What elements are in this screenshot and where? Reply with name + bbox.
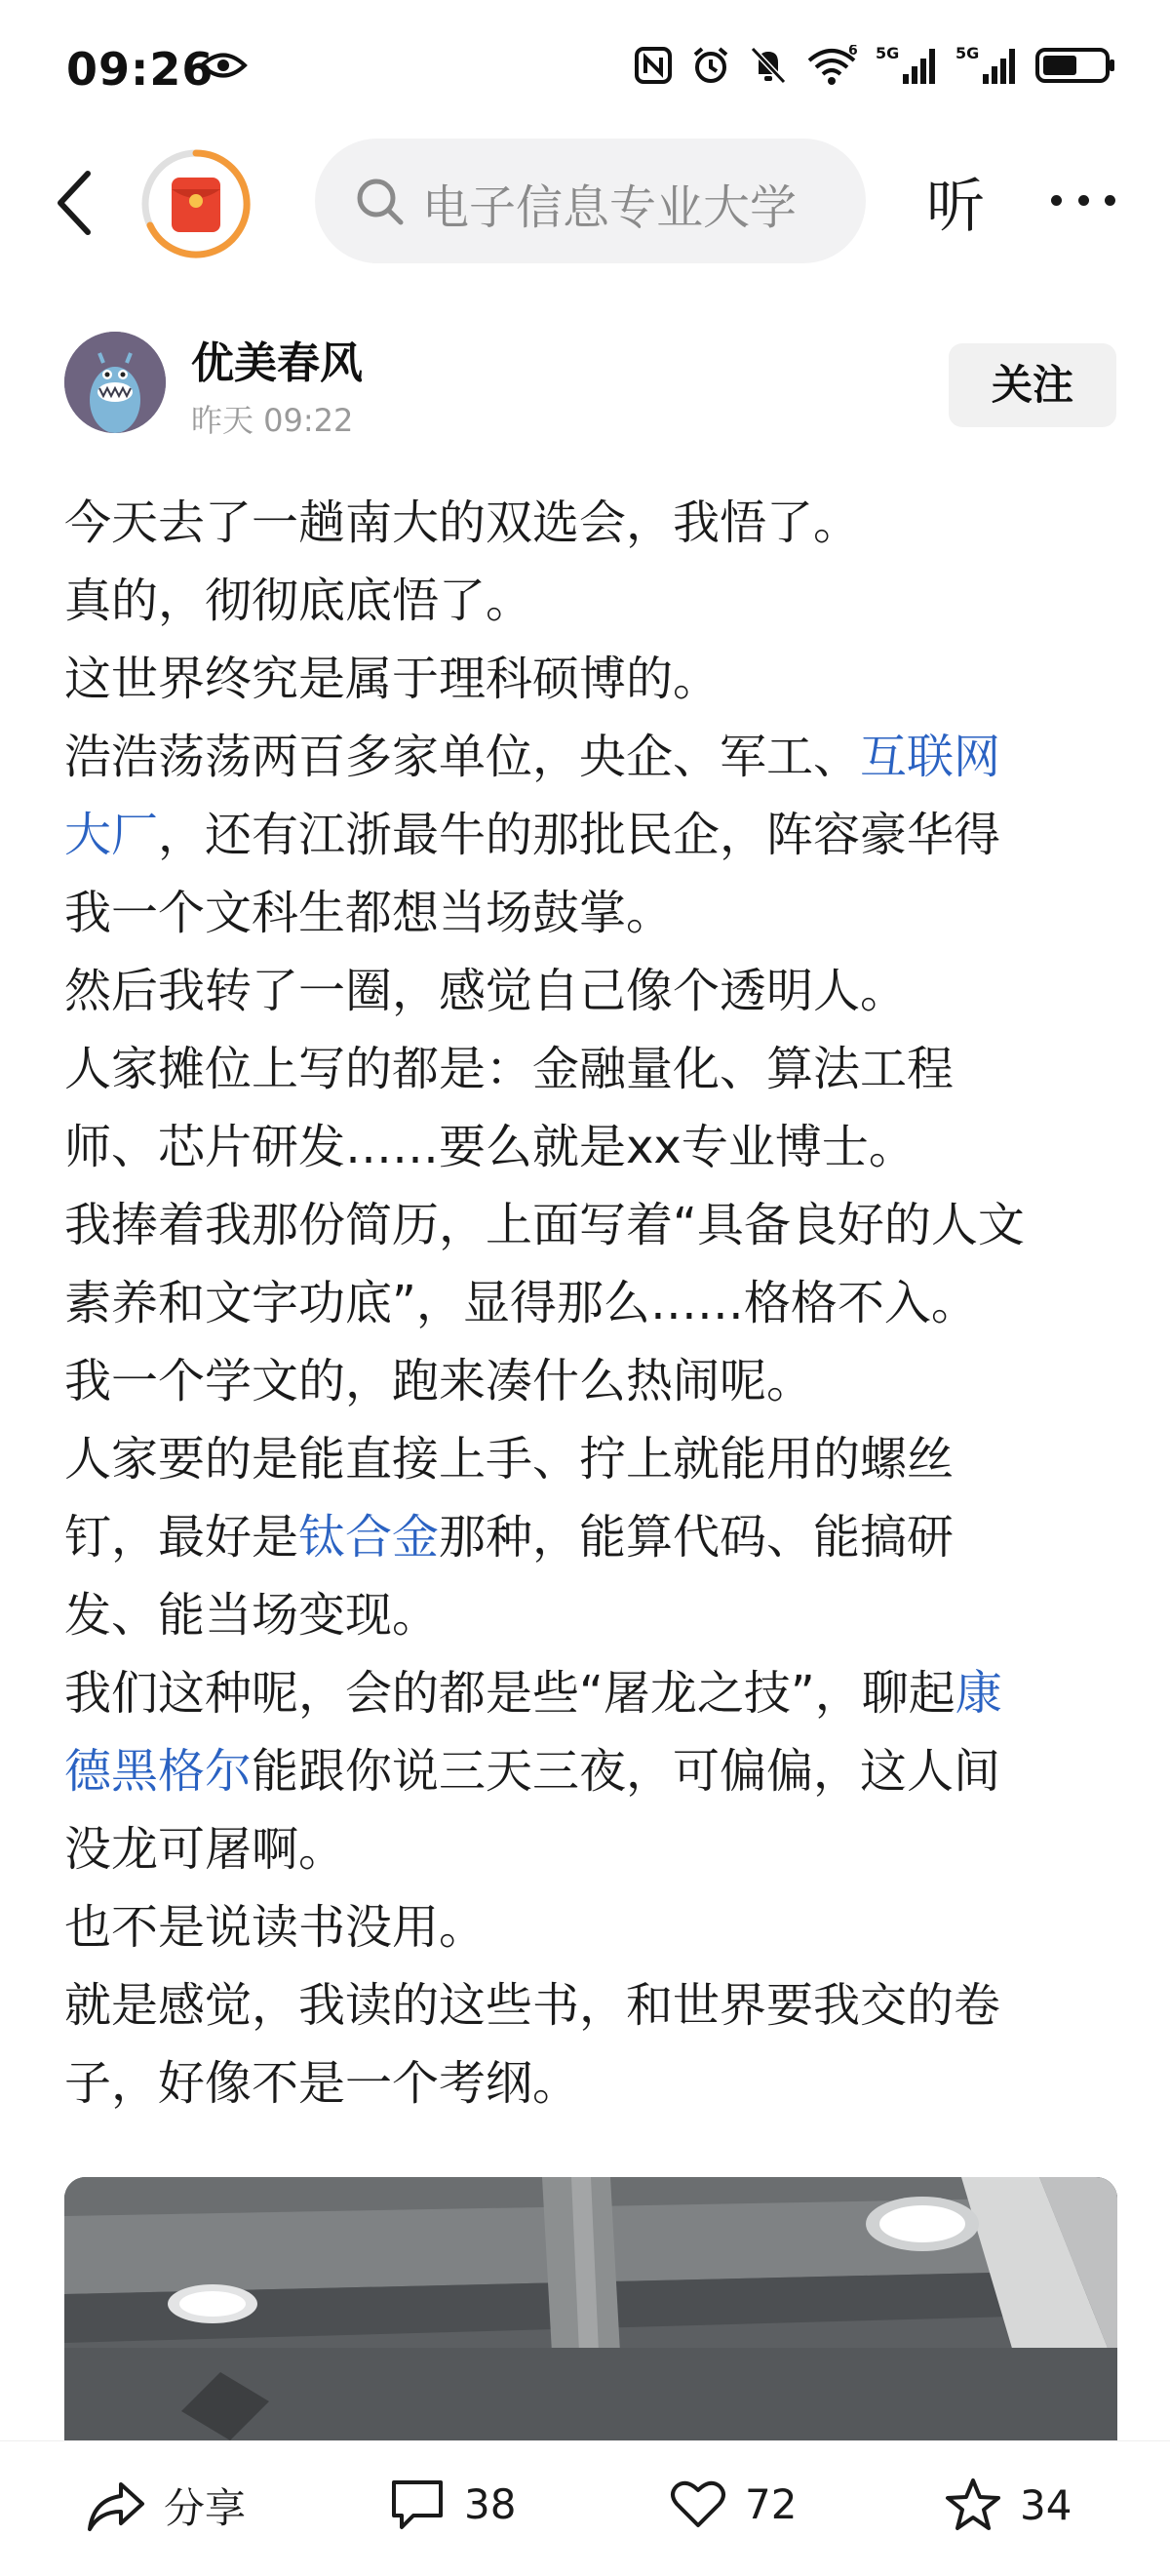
article-line [64, 1498, 1127, 1576]
article-line [64, 1186, 1127, 1264]
heart-icon [669, 2477, 727, 2531]
article-line [64, 640, 1127, 718]
favorite-button[interactable] [944, 2477, 1072, 2533]
article-text: 发、能当场变现。 [64, 1588, 440, 1643]
article-text: 就是感觉，我读的这些书，和世界要我交的卷 [64, 1978, 1001, 2033]
dot-icon [1105, 195, 1115, 206]
top-navigation [0, 137, 1170, 263]
article-text: 素养和文字功底”，显得那么……格格不入。 [64, 1276, 978, 1330]
svg-text:6: 6 [848, 45, 858, 59]
article-text: 钉，最好是 [64, 1510, 299, 1565]
article-text: 人家摊位上写的都是：金融量化、算法工程 [64, 1042, 955, 1096]
article-line [64, 952, 1127, 1030]
battery-icon [1035, 46, 1115, 85]
article-line [64, 1264, 1127, 1342]
search-icon [354, 176, 407, 228]
article-text: 人家要的是能直接上手、拧上就能用的螺丝 [64, 1432, 955, 1486]
listen-button[interactable]: 听 [926, 173, 985, 241]
ceiling-photo [64, 2177, 1117, 2440]
article-line [64, 1732, 1127, 1810]
keyword-link[interactable]: 康 [955, 1666, 1002, 1721]
chevron-left-icon [49, 164, 107, 242]
article-line [64, 1420, 1127, 1498]
article-line [64, 2044, 1127, 2122]
article-line [64, 796, 1127, 874]
monster-avatar-icon [64, 332, 166, 433]
red-envelope-icon [138, 146, 254, 261]
article-line [64, 1342, 1127, 1420]
article-line [64, 1654, 1127, 1732]
article-text: 浩浩荡荡两百多家单位，央企、军工、 [64, 730, 861, 784]
article-text: 能跟你说三天三夜，可偏偏，这人间 [252, 1744, 1001, 1799]
svg-text:5G: 5G [876, 45, 900, 62]
back-button[interactable] [49, 164, 107, 242]
article-text: 今天去了一趟南大的双选会，我悟了。 [64, 495, 861, 550]
status-time: 09:26 [66, 43, 214, 96]
post-image[interactable] [64, 2177, 1117, 2440]
nfc-icon [634, 46, 673, 85]
article-text: ，还有江浙最牛的那批民企，阵容豪华得 [158, 808, 1001, 862]
comment-count: 38 [464, 2479, 517, 2528]
post-time: 昨天 09:22 [191, 402, 354, 439]
status-bar [0, 0, 1170, 137]
article-text: 然后我转了一圈，感觉自己像个透明人。 [64, 964, 908, 1018]
article-text: 我捧着我那份简历，上面写着“具备良好的人文 [64, 1198, 1025, 1252]
article-line [64, 1030, 1127, 1108]
keyword-link[interactable]: 德黑格尔 [64, 1744, 253, 1799]
article-body [64, 484, 1127, 2122]
search-placeholder: 电子信息专业大学 [422, 180, 798, 235]
article-text: 我一个学文的，跑来凑什么热闹呢。 [64, 1354, 814, 1408]
share-label: 分享 [164, 2484, 247, 2532]
dot-icon [1078, 195, 1089, 206]
article-line [64, 484, 1127, 562]
article-line [64, 1576, 1127, 1654]
article-line [64, 562, 1127, 640]
article-line [64, 1108, 1127, 1186]
article-text: 我们这种呢，会的都是些“屠龙之技”，聊起 [64, 1666, 956, 1721]
avatar[interactable] [64, 332, 166, 433]
mute-icon [749, 45, 788, 86]
star-icon [944, 2477, 1002, 2533]
comment-icon [388, 2477, 447, 2531]
like-button[interactable] [669, 2477, 797, 2531]
signal-5g-icon [956, 45, 1018, 86]
favorite-count: 34 [1020, 2480, 1072, 2529]
author-name[interactable]: 优美春风 [191, 338, 363, 388]
signal-5g-icon [876, 45, 938, 86]
wifi-icon [805, 45, 858, 86]
follow-button[interactable]: 关注 [949, 343, 1116, 427]
keyword-link[interactable]: 大厂 [64, 808, 159, 862]
article-text: 也不是说读书没用。 [64, 1900, 487, 1955]
eye-icon [199, 51, 248, 84]
dot-icon [1051, 195, 1062, 206]
more-options-button[interactable] [1051, 195, 1115, 209]
article-text: 师、芯片研发……要么就是xx专业博士。 [64, 1120, 916, 1174]
share-button[interactable] [86, 2477, 246, 2535]
article-text: 我一个文科生都想当场鼓掌。 [64, 886, 674, 940]
bottom-action-bar [0, 2440, 1170, 2576]
article-line [64, 874, 1127, 952]
article-line [64, 1888, 1127, 1966]
article-line [64, 718, 1127, 796]
author-row [0, 328, 1170, 445]
keyword-link[interactable]: 钛合金 [298, 1510, 440, 1565]
keyword-link[interactable]: 互联网 [860, 730, 1001, 784]
like-count: 72 [745, 2479, 798, 2528]
article-line [64, 1810, 1127, 1888]
search-input[interactable] [315, 139, 866, 263]
svg-text:5G: 5G [956, 45, 980, 62]
article-text: 没龙可屠啊。 [64, 1822, 346, 1877]
article-text: 这世界终究是属于理科硕博的。 [64, 652, 721, 706]
article-text: 那种，能算代码、能搞研 [439, 1510, 955, 1565]
comment-button[interactable] [388, 2477, 516, 2531]
alarm-icon [690, 45, 731, 86]
app-logo[interactable] [138, 146, 254, 261]
article-text: 子，好像不是一个考纲。 [64, 2056, 580, 2111]
article-text: 真的，彻彻底底悟了。 [64, 574, 533, 628]
share-icon [86, 2478, 146, 2533]
article-line [64, 1966, 1127, 2044]
